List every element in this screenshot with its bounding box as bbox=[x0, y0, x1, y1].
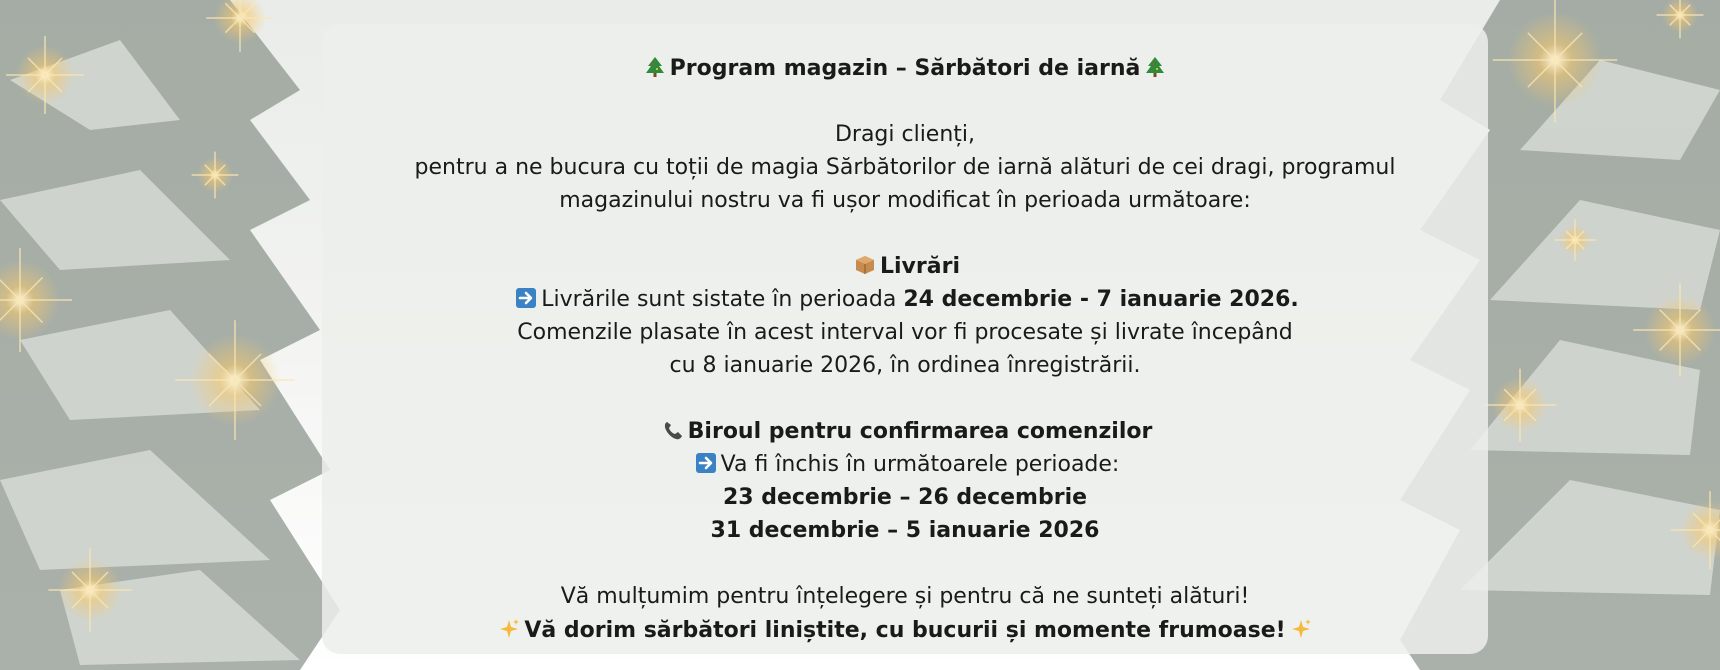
deliveries-suspended-period: 24 decembrie - 7 ianuarie 2026. bbox=[903, 287, 1299, 312]
deliveries-suspended-prefix: Livrările sunt sistate în perioada bbox=[541, 287, 897, 312]
greeting: Dragi clienți, bbox=[834, 122, 976, 147]
thanks-text: Vă mulțumim pentru înțelegere și pentru că ne sunteți alături! bbox=[560, 584, 1250, 609]
right-arrow-icon bbox=[695, 452, 717, 474]
deliveries-heading: Livrări bbox=[880, 254, 960, 279]
notice-title-line bbox=[322, 52, 1488, 85]
christmas-tree-icon bbox=[644, 56, 666, 78]
office-period-1: 23 decembrie – 26 decembrie bbox=[722, 485, 1088, 510]
office-closed-line bbox=[322, 448, 1488, 481]
deliveries-suspended-line bbox=[322, 283, 1488, 316]
sparkles-icon bbox=[1290, 618, 1312, 640]
office-heading: Biroul pentru confirmarea comenzilor bbox=[687, 419, 1153, 444]
deliveries-orders-line-2: cu 8 ianuarie 2026, în ordinea înregistrării. bbox=[669, 353, 1141, 378]
holiday-schedule-notice bbox=[322, 24, 1488, 654]
office-closed-text: Va fi închis în următoarele perioade: bbox=[720, 452, 1120, 477]
office-heading-line bbox=[322, 415, 1488, 448]
intro-line-2: magazinului nostru va fi ușor modificat în perioada următoare: bbox=[559, 188, 1251, 213]
right-arrow-icon bbox=[515, 287, 537, 309]
intro-line-1: pentru a ne bucura cu toții de magia Sărbătorilor de iarnă alături de cei dragi, programul bbox=[414, 155, 1396, 180]
deliveries-orders-line-1: Comenzile plasate în acest interval vor fi procesate și livrate începând bbox=[517, 320, 1293, 345]
telephone-icon bbox=[662, 419, 684, 441]
package-icon bbox=[854, 254, 876, 276]
deliveries-heading-line bbox=[322, 250, 1488, 283]
office-period-2: 31 decembrie – 5 ianuarie 2026 bbox=[710, 518, 1100, 543]
sparkles-icon bbox=[498, 618, 520, 640]
wishes-text: Vă dorim sărbători liniștite, cu bucurii și momente frumoase! bbox=[524, 618, 1286, 643]
wishes-line bbox=[322, 614, 1488, 647]
notice-title: Program magazin – Sărbători de iarnă bbox=[669, 56, 1141, 81]
christmas-tree-icon bbox=[1144, 56, 1166, 78]
